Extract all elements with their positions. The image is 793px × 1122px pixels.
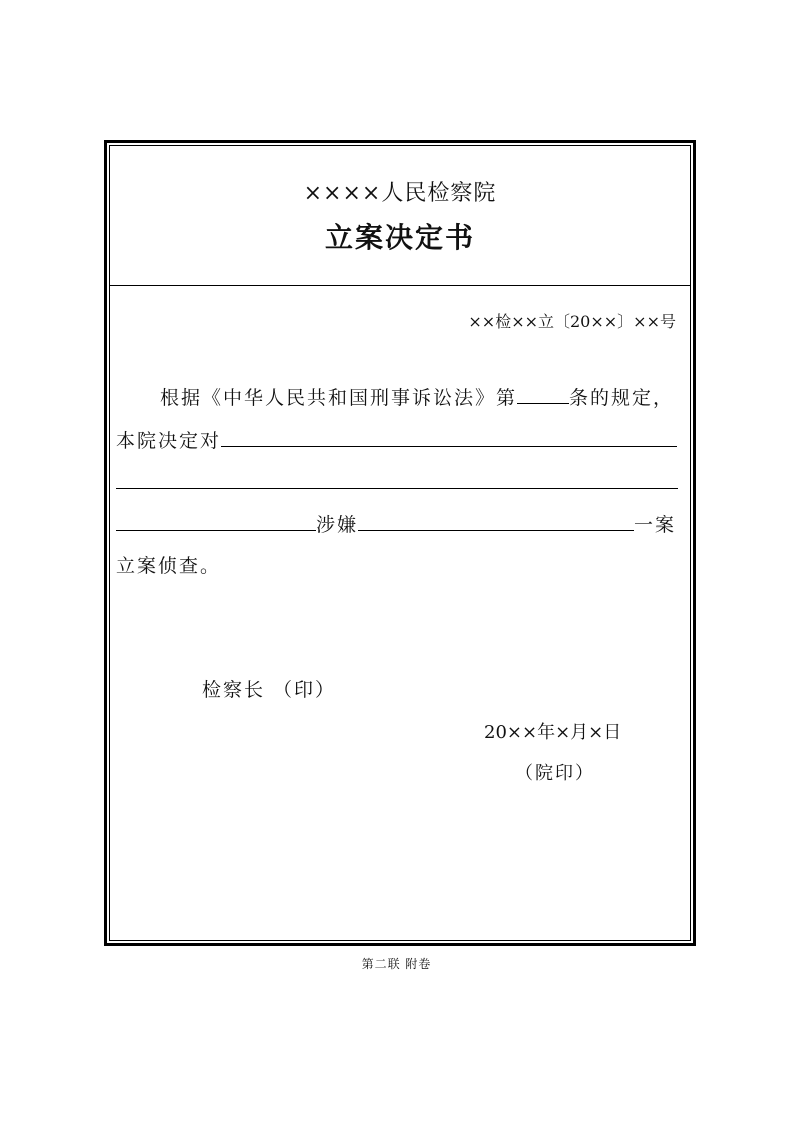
procuratorate-name: ××××人民检察院 bbox=[303, 181, 497, 206]
document-inner-frame bbox=[109, 145, 691, 941]
paragraph-line-1 bbox=[116, 383, 678, 410]
document-date: 20××年×月×日 bbox=[484, 722, 622, 743]
document-title: 立案决定书 bbox=[324, 221, 475, 254]
article-number-blank[interactable] bbox=[517, 403, 569, 404]
suspect-name-blank[interactable] bbox=[221, 446, 677, 447]
case-suffix-text: 一案 bbox=[634, 514, 677, 536]
paragraph-line-5: 立案侦查。 bbox=[116, 555, 222, 577]
document-frame bbox=[104, 140, 696, 946]
regulation-suffix-text: 条的规定， bbox=[569, 387, 675, 409]
document-header bbox=[110, 146, 690, 286]
suspected-of-label: 涉嫌 bbox=[316, 514, 359, 536]
suspect-detail-blank[interactable] bbox=[116, 530, 316, 531]
chief-prosecutor-signature: 检察长 （印） bbox=[202, 679, 337, 701]
paragraph-line-2 bbox=[116, 426, 678, 453]
charge-blank[interactable] bbox=[358, 530, 634, 531]
document-number: ××检××立〔20××〕××号 bbox=[468, 312, 676, 331]
paragraph-line-4 bbox=[116, 510, 678, 537]
suspect-info-blank-line[interactable] bbox=[116, 488, 678, 489]
court-seal-placeholder: （院印） bbox=[515, 763, 595, 784]
copy-designation: 第二联 附卷 bbox=[361, 957, 432, 971]
decision-target-label: 本院决定对 bbox=[116, 430, 222, 452]
law-reference-text: 根据《中华人民共和国刑事诉讼法》第 bbox=[160, 387, 518, 409]
